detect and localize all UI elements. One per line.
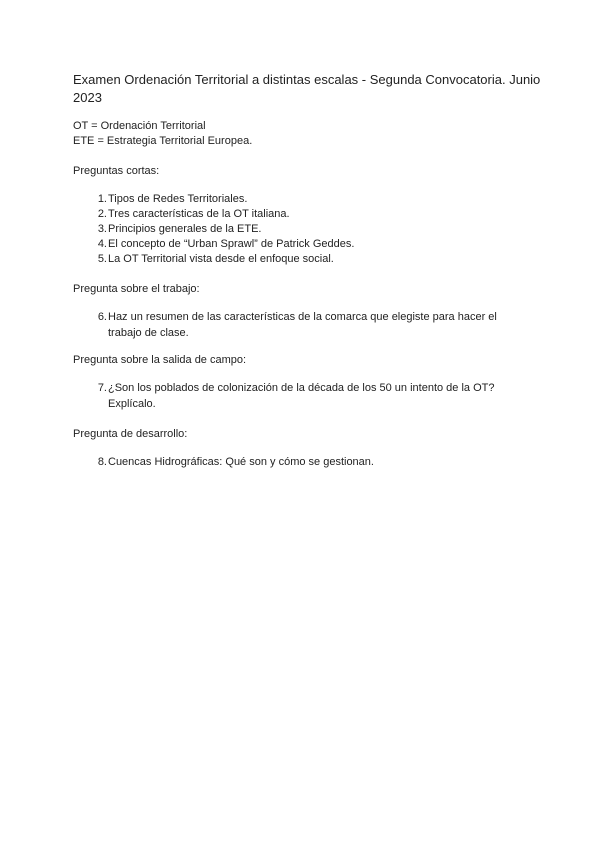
item-text: Principios generales de la ETE.: [108, 223, 262, 235]
item-text: La OT Territorial vista desde el enfoque social.: [108, 253, 334, 265]
section-heading-development-question: Pregunta de desarrollo:: [73, 428, 188, 440]
item-text: Cuencas Hidrográficas: Qué son y cómo se gestionan.: [108, 456, 374, 468]
abbreviation-ete: ETE = Estrategia Territorial Europea.: [73, 135, 253, 147]
item-number: 5.: [97, 253, 107, 265]
item-text: Tipos de Redes Territoriales.: [108, 193, 248, 205]
section-heading-field-trip-question: Pregunta sobre la salida de campo:: [73, 354, 247, 366]
item-number: 4.: [97, 238, 107, 250]
section-heading-short-questions: Preguntas cortas:: [73, 165, 160, 177]
abbreviation-ot: OT = Ordenación Territorial: [73, 120, 206, 132]
item-number: 6.: [97, 311, 107, 323]
item-number: 7.: [97, 382, 107, 394]
item-text: ¿Son los poblados de colonización de la década de los 50 un intento de la OT? Explícalo.: [108, 382, 495, 410]
item-number: 2.: [97, 208, 107, 220]
item-number: 1.: [97, 193, 107, 205]
item-number: 3.: [97, 223, 107, 235]
item-number: 8.: [97, 456, 107, 468]
item-text: Haz un resumen de las características de la comarca que elegiste para hacer el trabajo de clase.: [108, 311, 497, 339]
document-title: Examen Ordenación Territorial a distintas escalas - Segunda Convocatoria. Junio 2023: [73, 72, 541, 105]
item-text: Tres características de la OT italiana.: [108, 208, 290, 220]
section-heading-work-question: Pregunta sobre el trabajo:: [73, 283, 200, 295]
item-text: El concepto de “Urban Sprawl” de Patrick Geddes.: [108, 238, 355, 250]
